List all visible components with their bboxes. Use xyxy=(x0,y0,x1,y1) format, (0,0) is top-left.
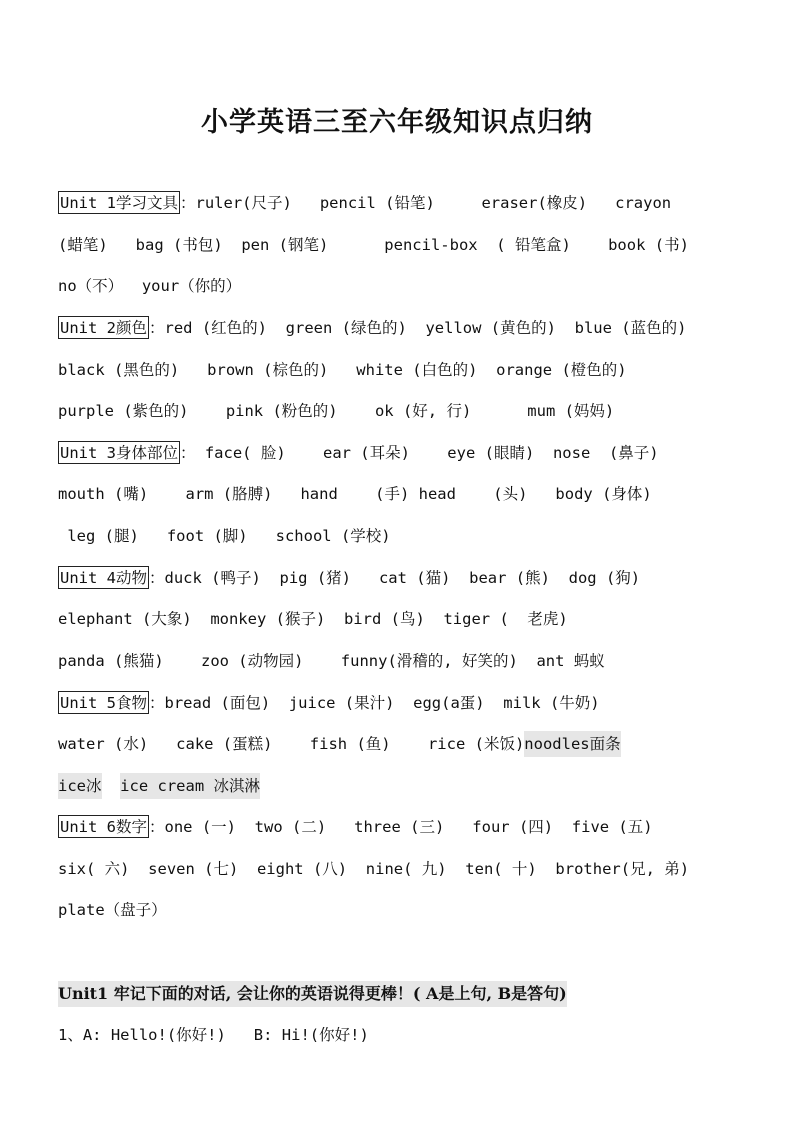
text-line xyxy=(58,1022,369,1048)
text-line xyxy=(58,690,600,716)
text-line xyxy=(58,357,627,383)
line-text: leg (腿) foot (脚) school (学校) xyxy=(58,527,391,545)
text-line xyxy=(58,398,614,424)
highlighted-text: ice cream 冰淇淋 xyxy=(120,773,260,799)
text-line xyxy=(58,648,605,674)
text-line xyxy=(58,232,689,258)
page-title: 小学英语三至六年级知识点归纳 xyxy=(201,107,593,138)
unit-heading: Unit 3身体部位 xyxy=(58,441,180,464)
text-line xyxy=(58,565,640,591)
line-text: ：bread (面包) juice (果汁) egg(a蛋) milk (牛奶) xyxy=(149,694,600,712)
line-text: black (黑色的) brown (棕色的) white (白色的) orange (橙色的) xyxy=(58,361,627,379)
unit-heading: Unit 5食物 xyxy=(58,691,149,714)
unit-heading: Unit 2颜色 xyxy=(58,316,149,339)
line-text: panda (熊猫) zoo (动物园) funny(滑稽的, 好笑的) ant 蚂蚁 xyxy=(58,652,605,670)
line-text: (蜡笔) bag (书包) pen (钢笔) pencil-box ( 铅笔盒) book (书) xyxy=(58,236,689,254)
line-text: elephant (大象) monkey (猴子) bird (鸟) tiger ( 老虎) xyxy=(58,610,568,628)
text-line xyxy=(58,481,652,507)
line-text xyxy=(102,773,121,799)
text-line xyxy=(58,440,659,466)
line-text: ： face( 脸) ear (耳朵) eye (眼睛) nose (鼻子) xyxy=(180,444,659,462)
line-text: no（不） your（你的） xyxy=(58,277,242,295)
line-text: 1、A: Hello!(你好!) B: Hi!(你好!) xyxy=(58,1026,369,1044)
text-line xyxy=(58,190,671,216)
text-line xyxy=(58,856,689,882)
text-line xyxy=(58,981,567,1007)
line-text: ：duck (鸭子) pig (猪) cat (猫) bear (熊) dog (狗) xyxy=(149,569,641,587)
text-line xyxy=(58,273,241,299)
text-line xyxy=(58,731,621,757)
line-text: purple (紫色的) pink (粉色的) ok (好, 行) mum (妈妈) xyxy=(58,402,615,420)
line-text: ：red (红色的) green (绿色的) yellow (黄色的) blue (蓝色的) xyxy=(149,319,687,337)
text-line xyxy=(58,773,260,799)
line-text: ：ruler(尺子) pencil (铅笔) eraser(橡皮) crayon xyxy=(180,194,672,212)
text-line xyxy=(58,897,167,923)
text-line xyxy=(58,315,686,341)
line-text: mouth (嘴) arm (胳膊) hand (手) head (头) body (身体) xyxy=(58,485,652,503)
unit-heading: Unit 6数字 xyxy=(58,815,149,838)
text-line xyxy=(58,606,568,632)
highlighted-text: noodles面条 xyxy=(524,731,620,757)
line-text: plate（盘子） xyxy=(58,901,167,919)
section-heading: Unit1 牢记下面的对话, 会让你的英语说得更棒！( A是上句, B是答句) xyxy=(58,981,567,1007)
unit-heading: Unit 1学习文具 xyxy=(58,191,180,214)
line-text: ：one (一) two (二) three (三) four (四) five (五) xyxy=(149,818,653,836)
line-text: six( 六) seven (七) eight (八) nine( 九) ten( 十) brother(兄, 弟) xyxy=(58,860,690,878)
unit-heading: Unit 4动物 xyxy=(58,566,149,589)
line-text: water (水) cake (蛋糕) fish (鱼) rice (米饭) xyxy=(58,735,525,753)
text-line xyxy=(58,814,653,840)
text-line xyxy=(58,523,391,549)
highlighted-text: ice冰 xyxy=(58,773,102,799)
